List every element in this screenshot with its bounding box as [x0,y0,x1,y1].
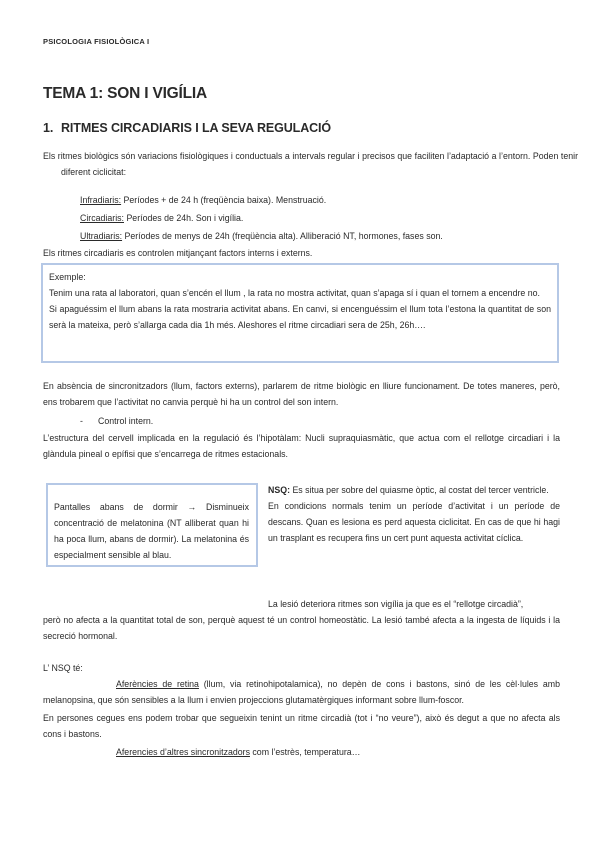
section-number: 1. [43,121,54,135]
section-title: RITMES CIRCADIARIS I LA SEVA REGULACIÓ [61,121,332,135]
screen-box [46,483,258,567]
screen-box-text: Pantalles abans de dormir → Disminueix concentració de melatonina (NT alliberat quan hi ha poca llum, abans de dormir). La melatonina és especialment sensible al blau. [54,502,249,560]
rhythm-term: Infradiaris: [80,195,122,205]
rhythm-desc: Períodes de 24h. Son i vigília. [124,213,244,223]
controlled-line: Els ritmes circadiaris es controlen mitjançant factors interns i externs. [43,248,313,258]
nsq-conditions: En condicions normals tenim un període d’activitat i un període de descans. Quan es lesiona es perd aquesta ciclicitat. En cas de que hi hagi un trasplant es recupera fins un cert punt aquesta activitat cíclica. [268,501,560,543]
page-title: TEMA 1: SON I VIGÍLIA [43,85,208,102]
nsq-location: Es situa per sobre del quiasme òptic, al costat del tercer ventricle. [290,485,549,495]
afferents-other-term: Aferencies d’altres sincronitzadors [116,747,250,757]
nsq-intro [268,482,560,498]
rhythm-infradiaris [80,192,326,208]
structure-paragraph: L’estructura del cervell implicada en la regulació és l’hipotàlam: Nucli supraquiasmàtic, que actua com el rellotge circadiari i la glàndula pineal o epífisi que s’encarrega de ritmes estacionals. [43,433,560,459]
intro-paragraph: Els ritmes biològics són variacions fisiològiques i conductuals a intervals regular i precisos que faciliten l’adaptació a l’entorn. Poden tenir diferent ciclicitat: [43,151,578,177]
rhythm-circadiaris [80,210,243,226]
nsq-label: NSQ: [268,485,290,495]
afferents-retina-desc: (llum, via retinohipotalamica), no depèn de cons i bastons, sinó de les cèl·lules amb melanopsina, que són sensibles a la llum i envien projeccions glutamatèrgiques informant sobre llum-foscor. [43,679,560,705]
example-text-2: Si apaguéssim el llum abans la rata mostraria activitat abans. En canvi, si encenguéssim el llum tota l’estona la quantitat de son serà la mateixa, però s’allarga cada dia 1h més. Aleshores el ritme circadiari sera de 25h, 26h…. [49,304,551,330]
bullet-control-intern [80,413,153,429]
example-label: Exemple: [49,272,86,282]
bullet-text: Control intern. [98,416,154,426]
section-heading [43,121,331,135]
afferents-other-desc: com l’estrès, temperatura… [249,747,361,757]
page-header: PSICOLOGIA FISIOLÒGICA I [43,37,150,46]
example-box [41,263,559,363]
rhythm-term: Ultradiaris: [80,231,123,241]
rhythm-ultradiaris [80,228,443,244]
lesion-rest: però no afecta a la quantitat total de son, perquè aquest té un control homeostàtic. La lesió també afecta a la ingesta de líquids i la secreció hormonal. [43,615,560,641]
example-text-1: Tenim una rata al laboratori, quan s’encén el llum , la rata no mostra activitat, quan s’apaga sí i quan el tornem a encendre no. [49,288,540,298]
rhythm-desc: Períodes + de 24 h (freqüència baixa). Menstruació. [121,195,327,205]
rhythm-desc: Períodes de menys de 24h (freqüència alta). Alliberació NT, hormones, fases son. [122,231,443,241]
nsq-block [268,482,560,546]
absence-paragraph: En absència de sincronitzadors (llum, factors externs), parlarem de ritme biològic en lliure funcionament. De totes maneres, però, ens trobarem que l’activitat no canvia perquè hi ha un control del son intern. [43,381,560,407]
lesion-start: La lesió deteriora ritmes son vigília ja que es el “rellotge circadià”, [268,599,524,609]
afferents-retina-term: Aferències de retina [116,679,199,689]
blind-paragraph: En persones cegues ens podem trobar que segueixin tenint un ritme circadià (tot i “no veure”), això és degut a que no afecta als cons i bastons. [43,713,560,739]
bullet-dash: - [80,416,83,426]
rhythm-term: Circadiaris: [80,213,124,223]
afferents-retina [43,676,560,708]
afferents-other [116,744,360,760]
nsq-has: L’ NSQ té: [43,663,83,673]
